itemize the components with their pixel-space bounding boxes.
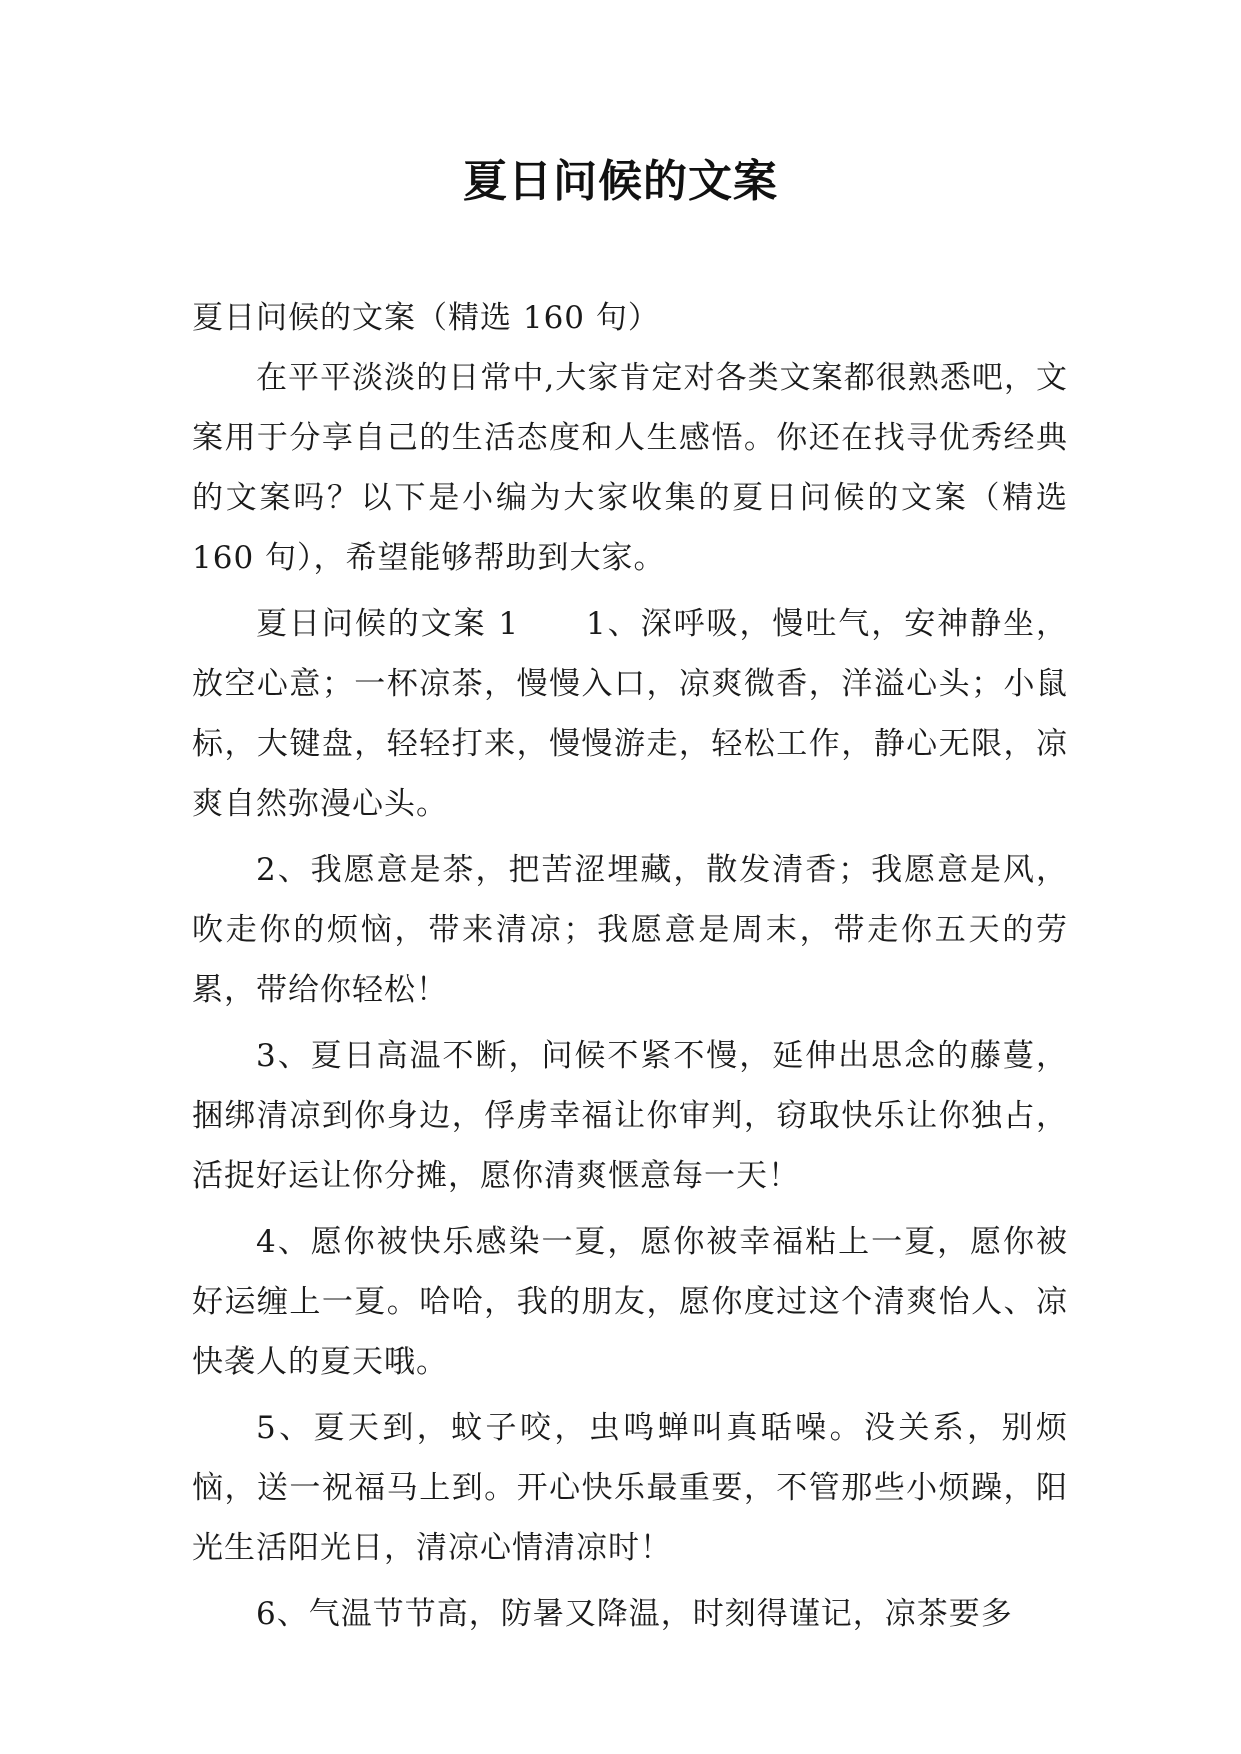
paragraph-2: 2、我愿意是茶，把苦涩埋藏，散发清香；我愿意是风，吹走你的烦恼，带来清凉；我愿意是周末，带走你五天的劳累，带给你轻松！ <box>192 852 1068 1008</box>
paragraph-5: 5、夏天到，蚊子咬，虫鸣蝉叫真聒噪。没关系，别烦恼，送一祝福马上到。开心快乐最重要，不管那些小烦躁，阳光生活阳光日，清凉心情清凉时！ <box>192 1410 1068 1566</box>
document-body <box>192 288 1068 1644</box>
document-title: 夏日问候的文案 <box>463 156 778 207</box>
paragraph-3: 3、夏日高温不断，问候不紧不慢，延伸出思念的藤蔓，捆绑清凉到你身边，俘虏幸福让你审判，窃取快乐让你独占，活捉好运让你分摊，愿你清爽惬意每一天！ <box>192 1038 1068 1194</box>
paragraph-6: 6、气温节节高，防暑又降温，时刻得谨记，凉茶要多 <box>256 1596 1013 1632</box>
paragraph-1: 夏日问候的文案 1 1、深呼吸，慢吐气，安神静坐，放空心意；一杯凉茶，慢慢入口，凉爽微香，洋溢心头；小鼠标，大键盘，轻轻打来，慢慢游走，轻松工作，静心无限，凉爽自然弥漫心头。 <box>192 606 1068 822</box>
document-subtitle: 夏日问候的文案（精选 160 句） <box>192 300 660 336</box>
paragraph-4: 4、愿你被快乐感染一夏，愿你被幸福粘上一夏，愿你被好运缠上一夏。哈哈，我的朋友，愿你度过这个清爽怡人、凉快袭人的夏天哦。 <box>192 1224 1068 1380</box>
intro-paragraph: 在平平淡淡的日常中,大家肯定对各类文案都很熟悉吧，文案用于分享自己的生活态度和人生感悟。你还在找寻优秀经典的文案吗？以下是小编为大家收集的夏日问候的文案（精选 160 句），希望能够帮助到大家。 <box>192 360 1068 576</box>
